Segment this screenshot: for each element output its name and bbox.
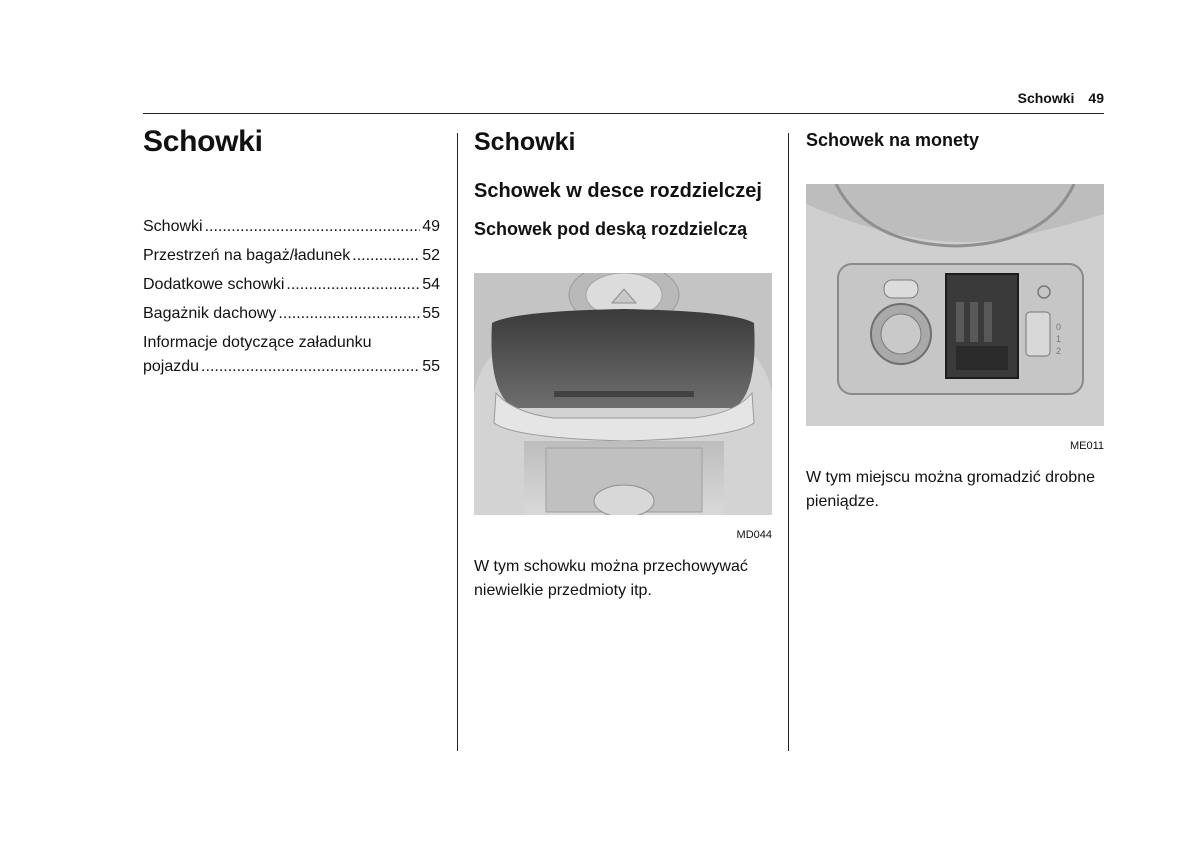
figure-coin-holder — [806, 184, 1104, 426]
toc-entry-label-line2: pojazdu — [143, 358, 200, 375]
subsection-title: Schowek w desce rozdzielczej — [474, 180, 762, 202]
body-paragraph: W tym miejscu można gromadzić drobne pieniądze. — [806, 469, 1095, 510]
page-number: 49 — [1088, 90, 1104, 106]
toc-leader-dots — [352, 241, 420, 270]
toc-leader-dots — [205, 212, 421, 241]
toc-entry-page: 49 — [422, 218, 440, 235]
column-divider-right — [788, 133, 789, 751]
toc-entry-label: Dodatkowe schowki — [143, 276, 285, 293]
header-section-title: Schowki — [1017, 90, 1075, 106]
toc-leader-dots — [278, 299, 420, 328]
toc-leader-dots — [201, 355, 420, 379]
coin-holder-illustration — [806, 184, 1104, 426]
toc-entry-label: Przestrzeń na bagaż/ładunek — [143, 247, 351, 264]
figure-dashboard-storage — [474, 273, 772, 515]
chapter-title: Schowki — [143, 125, 263, 158]
toc-entry[interactable] — [143, 299, 440, 328]
toc-entry-label: Schowki — [143, 218, 203, 235]
figure-code: MD044 — [736, 529, 772, 541]
body-paragraph: W tym schowku można przechowywać niewielkie przedmioty itp. — [474, 558, 748, 599]
subsection-title-coins: Schowek na monety — [806, 130, 980, 150]
header-rule — [143, 113, 1104, 114]
subsubsection-title: Schowek pod deską rozdzielczą — [474, 219, 748, 239]
figure-code: ME011 — [1069, 440, 1104, 452]
toc-leader-dots — [286, 270, 420, 299]
toc-entry[interactable] — [143, 241, 440, 270]
toc-entry[interactable] — [143, 331, 440, 379]
toc-entry[interactable] — [143, 270, 440, 299]
svg-text:1: 1 — [1056, 334, 1062, 344]
toc-entry[interactable] — [143, 212, 440, 241]
toc-entry-page: 52 — [422, 247, 440, 264]
column-divider-left — [457, 133, 458, 751]
svg-text:2: 2 — [1056, 346, 1062, 356]
table-of-contents — [143, 212, 440, 379]
toc-entry-page: 54 — [422, 276, 440, 293]
toc-entry-page: 55 — [422, 305, 440, 322]
toc-entry-label-line1: Informacje dotyczące załadunku — [143, 334, 372, 351]
dashboard-storage-illustration — [474, 273, 772, 515]
toc-entry-label: Bagażnik dachowy — [143, 305, 277, 322]
section-title: Schowki — [474, 128, 576, 156]
running-header — [880, 90, 1104, 106]
svg-text:0: 0 — [1056, 322, 1062, 332]
toc-entry-page: 55 — [422, 358, 440, 375]
